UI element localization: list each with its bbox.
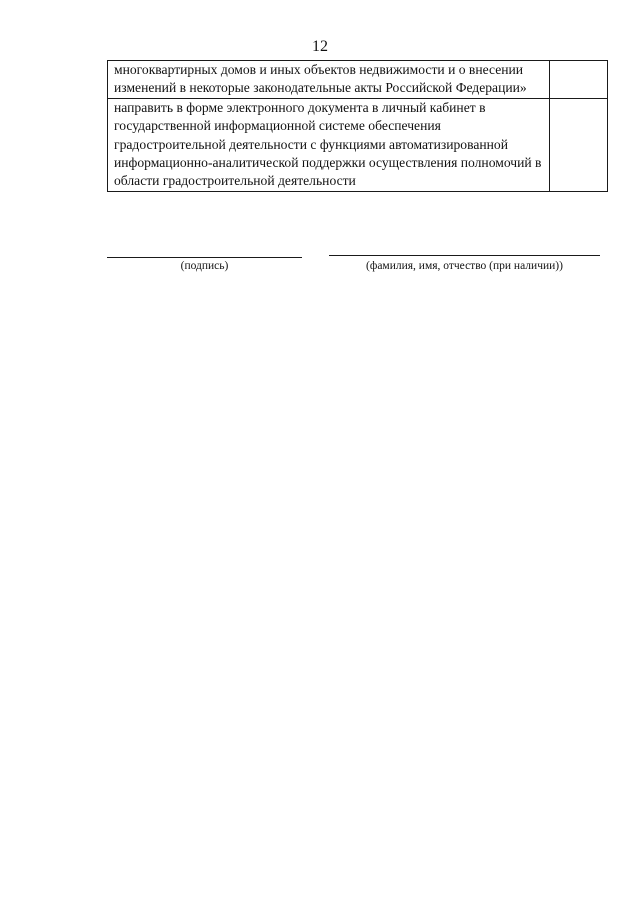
fullname-caption: (фамилия, имя, отчество (при наличии)) <box>366 260 563 272</box>
table-row <box>108 98 608 191</box>
page-number: 12 <box>312 38 328 55</box>
option-text-cell: многоквартирных домов и иных объектов недвижимости и о внесении изменений в некоторые законодательные акты Российской Федерации» <box>108 61 550 99</box>
fullname-line[interactable] <box>329 255 600 256</box>
option-mark-cell[interactable] <box>550 98 608 191</box>
table-row <box>108 61 608 99</box>
delivery-options-table <box>107 60 608 192</box>
signature-line[interactable] <box>107 257 302 258</box>
option-mark-cell[interactable] <box>550 61 608 99</box>
option-text-cell: направить в форме электронного документа в личный кабинет в государственной информационной системе обеспечения градостроительной деятельности с функциями автоматизированной информационно-аналитической поддержки осуществления полномочий в области градостроительной деятельности <box>108 98 550 191</box>
signature-caption: (подпись) <box>180 260 229 272</box>
